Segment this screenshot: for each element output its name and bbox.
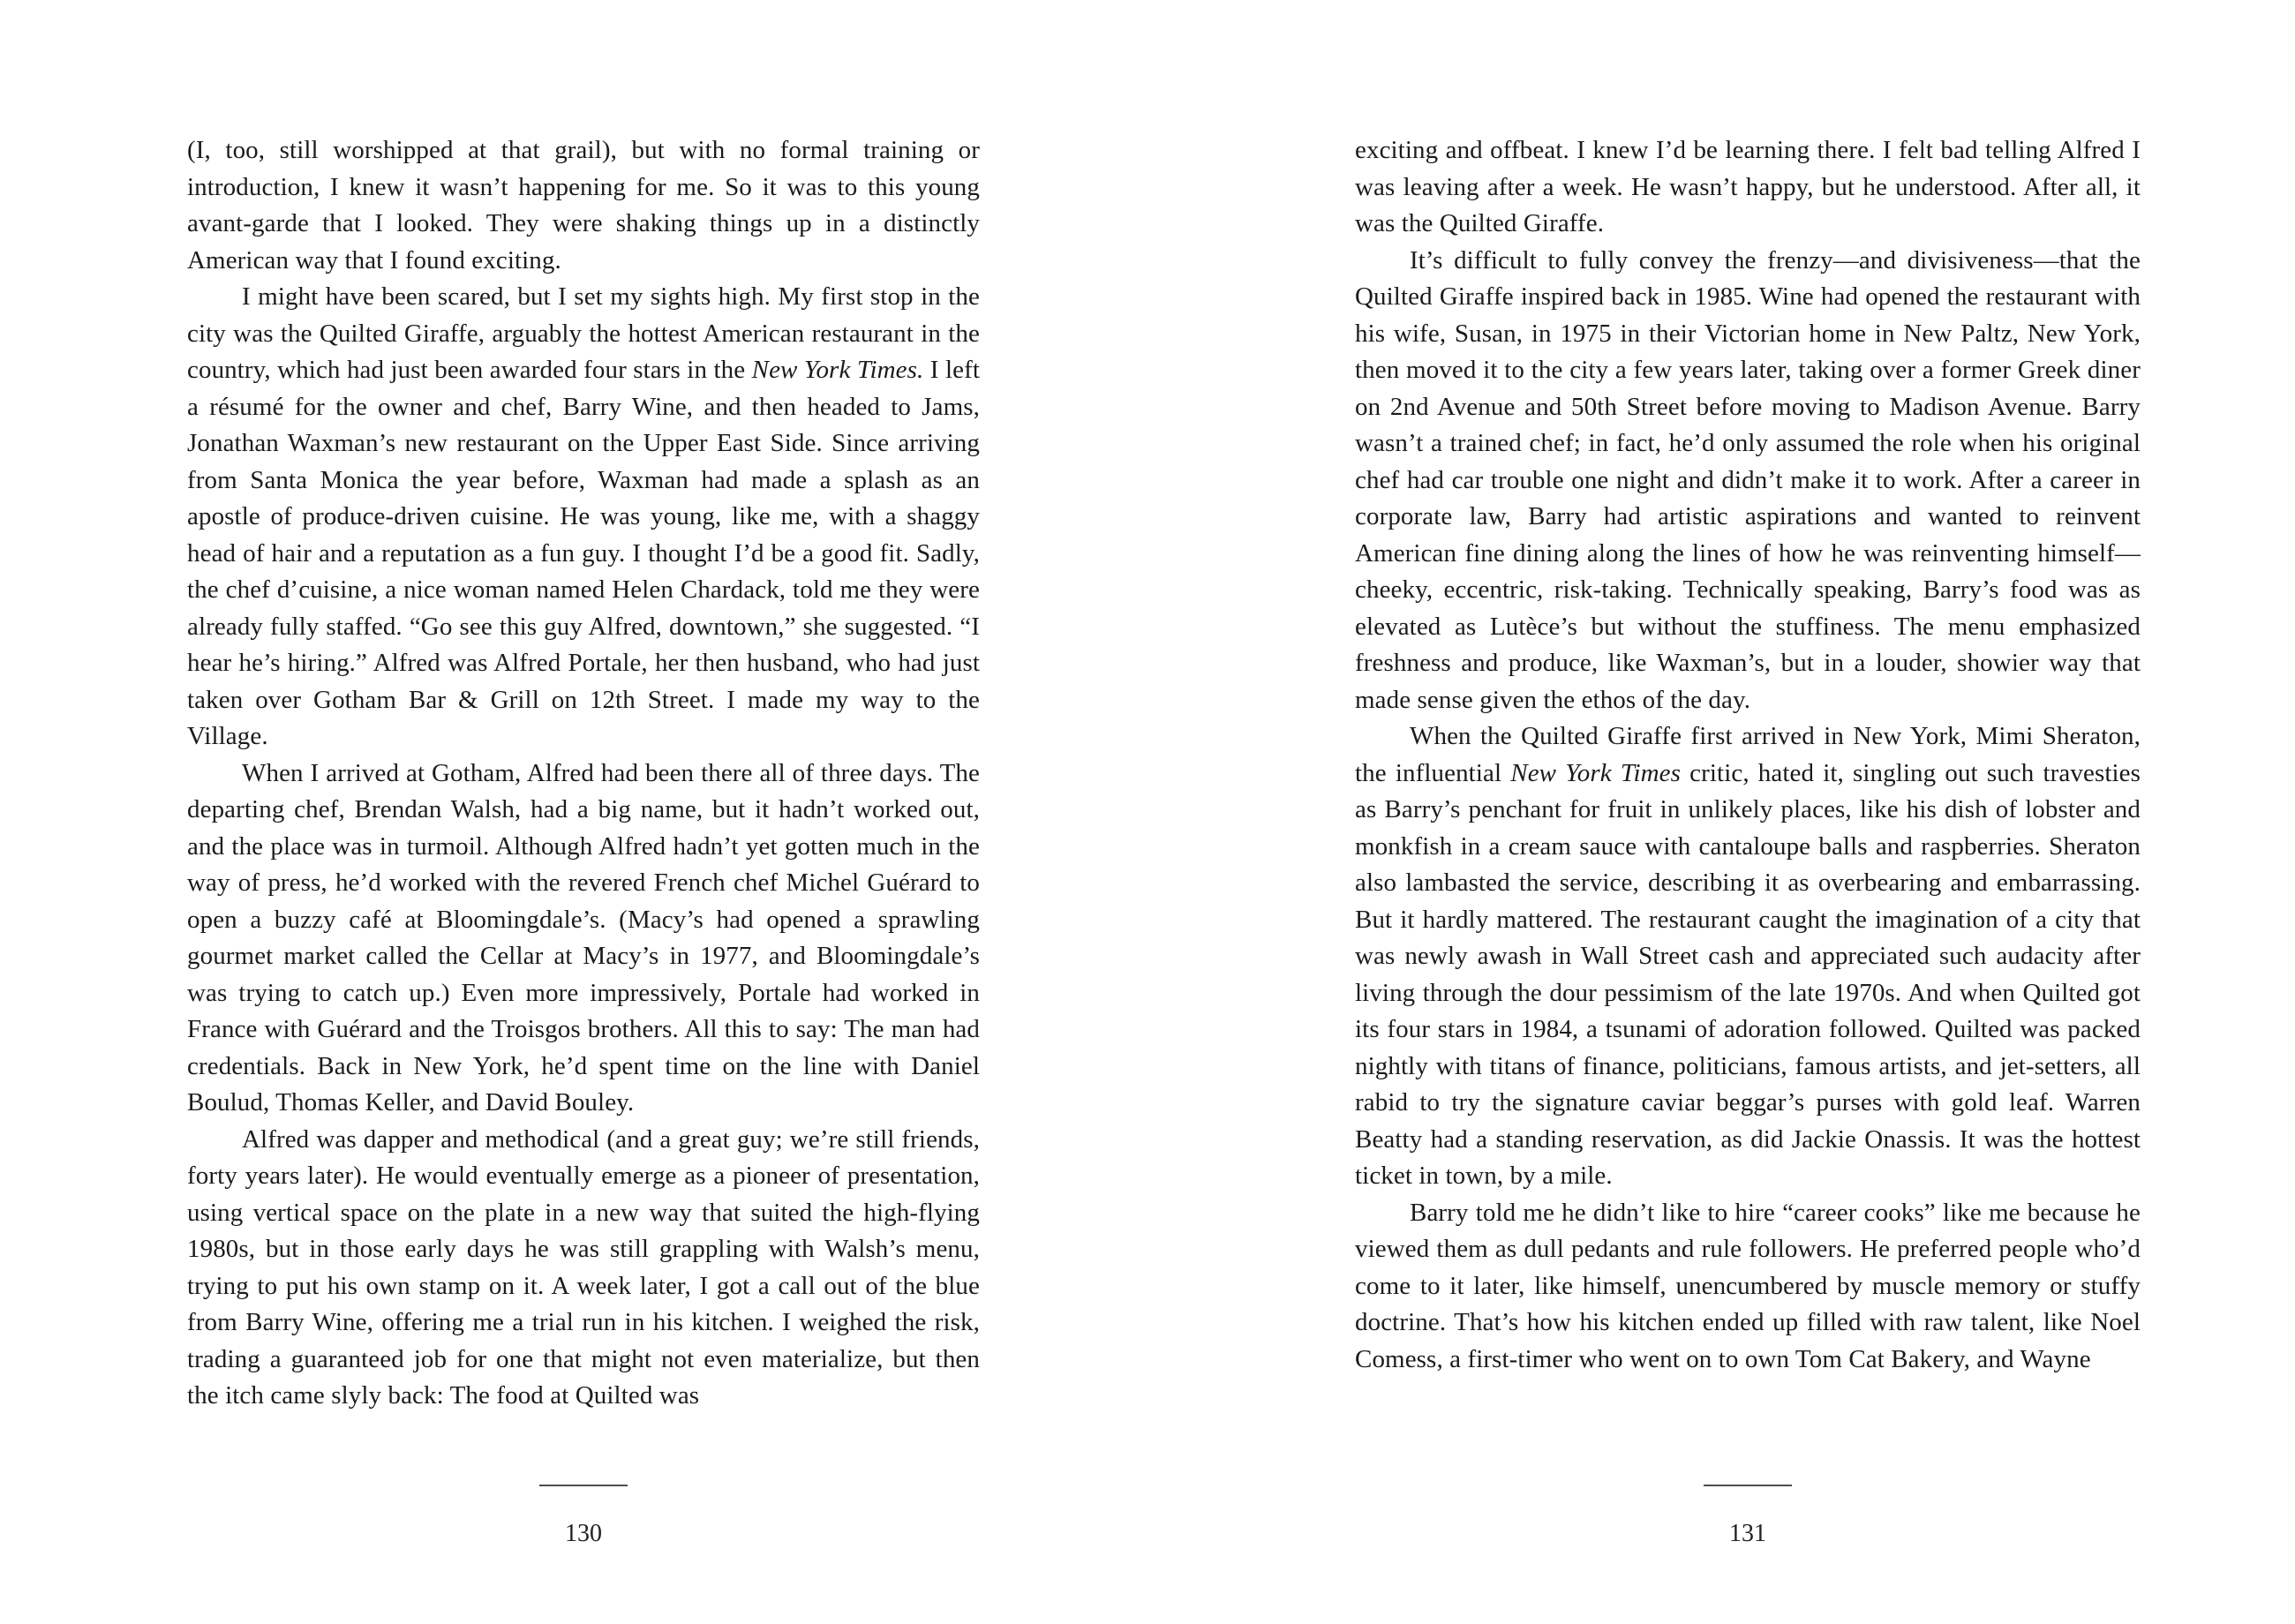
text-run: Barry told me he didn’t like to hire “career cooks” like me because he viewed them as dull pedants and rule followers. He preferred people who’d come to it later, like himself, unencumbered by muscle memory or stuffy doctrine. That’s how his kitchen ended up filled with raw talent, like Noel Comess, a first-timer who went on to own Tom Cat Bakery, and Wayne bbox=[1355, 1198, 2141, 1373]
paragraph bbox=[1355, 132, 2141, 243]
text-run: critic, hated it, singling out such travesties as Barry’s penchant for fruit in unlikely places, like his dish of lobster and monkfish in a cream sauce with cantaloupe balls and raspberries. Sheraton also lambasted the service, describing it as overbearing and embarrassing. But it hardly mattered. The restaurant caught the imagination of a city that was newly awash in Wall Street cash and appreciated such audacity after living through the dour pessimism of the late 1970s. And when Quilted got its four stars in 1984, a tsunami of adoration followed. Quilted was packed nightly with titans of finance, politicians, famous artists, and jet-setters, all rabid to try the signature caviar beggar’s purses with gold leaf. Warren Beatty had a standing reservation, as did Jackie Onassis. It was the hottest ticket in town, by a mile. bbox=[1355, 758, 2141, 1190]
paragraph bbox=[187, 1122, 980, 1415]
paragraph bbox=[187, 756, 980, 1122]
page-number: 130 bbox=[565, 1520, 602, 1547]
text-run: I left a résumé for the owner and chef, Barry Wine, and then headed to Jams, Jonathan Waxman’s new restaurant on the Upper East Side. Since arriving from Santa Monica the year before, Waxman had made a splash as an apostle of produce-driven cuisine. He was young, like me, with a shaggy head of hair and a reputation as a fun guy. I thought I’d be a good fit. Sadly, the chef d’cuisine, a nice woman named Helen Chardack, told me they were already fully staffed. “Go see this guy Alfred, downtown,” she suggested. “I hear he’s hiring.” Alfred was Alfred Portale, her then husband, who had just taken over Gotham Bar & Grill on 12th Street. I made my way to the Village. bbox=[187, 356, 980, 750]
paragraph bbox=[1355, 1195, 2141, 1379]
paragraph bbox=[187, 132, 980, 279]
footer-rule bbox=[1704, 1485, 1792, 1486]
text-run: exciting and offbeat. I knew I’d be learning there. I felt bad telling Alfred I was leaving after a week. He wasn’t happy, but he understood. After all, it was the Quilted Giraffe. bbox=[1355, 136, 2141, 237]
paragraph bbox=[187, 279, 980, 756]
text-run: (I, too, still worshipped at that grail), but with no formal training or introduction, I knew it wasn’t happening for me. So it was to this young avant-garde that I looked. They were shaking things up in a distinctly American way that I found exciting. bbox=[187, 136, 980, 274]
text-run: When the Quilted Giraffe first arrived in New York, Mimi Sheraton, the influential bbox=[1355, 722, 2141, 787]
text-run: It’s difficult to fully convey the frenzy—and divisiveness—that the Quilted Giraffe inspired back in 1985. Wine had opened the restaurant with his wife, Susan, in 1975 in their Victorian home in New Paltz, New York, then moved it to the city a few years later, taking over a former Greek diner on 2nd Avenue and 50th Street before moving to Madison Avenue. Barry wasn’t a trained chef; in fact, he’d only assumed the role when his original chef had car trouble one night and didn’t make it to work. After a career in corporate law, Barry had artistic aspirations and wanted to reinvent American fine dining along the lines of how he was reinventing himself—cheeky, eccentric, risk-taking. Technically speaking, Barry’s food was as elevated as Lutèce’s but without the stuffiness. The menu emphasized freshness and produce, like Waxman’s, but in a louder, showier way that made sense given the ethos of the day. bbox=[1355, 245, 2141, 714]
page-text bbox=[187, 132, 980, 1415]
page-footer bbox=[187, 1485, 980, 1548]
italic-text-run: New York Times bbox=[1510, 758, 1682, 787]
footer-rule bbox=[539, 1485, 628, 1486]
paragraph bbox=[1355, 243, 2141, 719]
text-run: I might have been scared, but I set my sights high. My first stop in the city was the Quilted Giraffe, arguably the hottest American restaurant in the country, which had just been awarded four stars in the bbox=[187, 282, 980, 384]
page-text bbox=[1355, 132, 2141, 1378]
text-run: When I arrived at Gotham, Alfred had been there all of three days. The departing chef, Brendan Walsh, had a big name, but it hadn’t worked out, and the place was in turmoil. Although Alfred hadn’t yet gotten much in the way of press, he’d worked with the revered French chef Michel Guérard to open a buzzy café at Bloomingdale’s. (Macy’s had opened a sprawling gourmet market called the Cellar at Macy’s in 1977, and Bloomingdale’s was trying to catch up.) Even more impressively, Portale had worked in France with Guérard and the Troisgos brothers. All this to say: The man had credentials. Back in New York, he’d spent time on the line with Daniel Boulud, Thomas Keller, and David Bouley. bbox=[187, 758, 980, 1116]
text-run: Alfred was dapper and methodical (and a great guy; we’re still friends, forty years later). He would eventually emerge as a pioneer of presentation, using vertical space on the plate in a new way that suited the high-flying 1980s, but in those early days he was still grappling with Walsh’s menu, trying to put his own stamp on it. A week later, I got a call out of the blue from Barry Wine, offering me a trial run in his kitchen. I weighed the risk, trading a guaranteed job for one that might not even materialize, but then the itch came slyly back: The food at Quilted was bbox=[187, 1124, 980, 1410]
page-number: 131 bbox=[1729, 1520, 1766, 1547]
italic-text-run: New York Times. bbox=[751, 356, 924, 384]
page-footer bbox=[1355, 1485, 2141, 1548]
paragraph bbox=[1355, 718, 2141, 1195]
